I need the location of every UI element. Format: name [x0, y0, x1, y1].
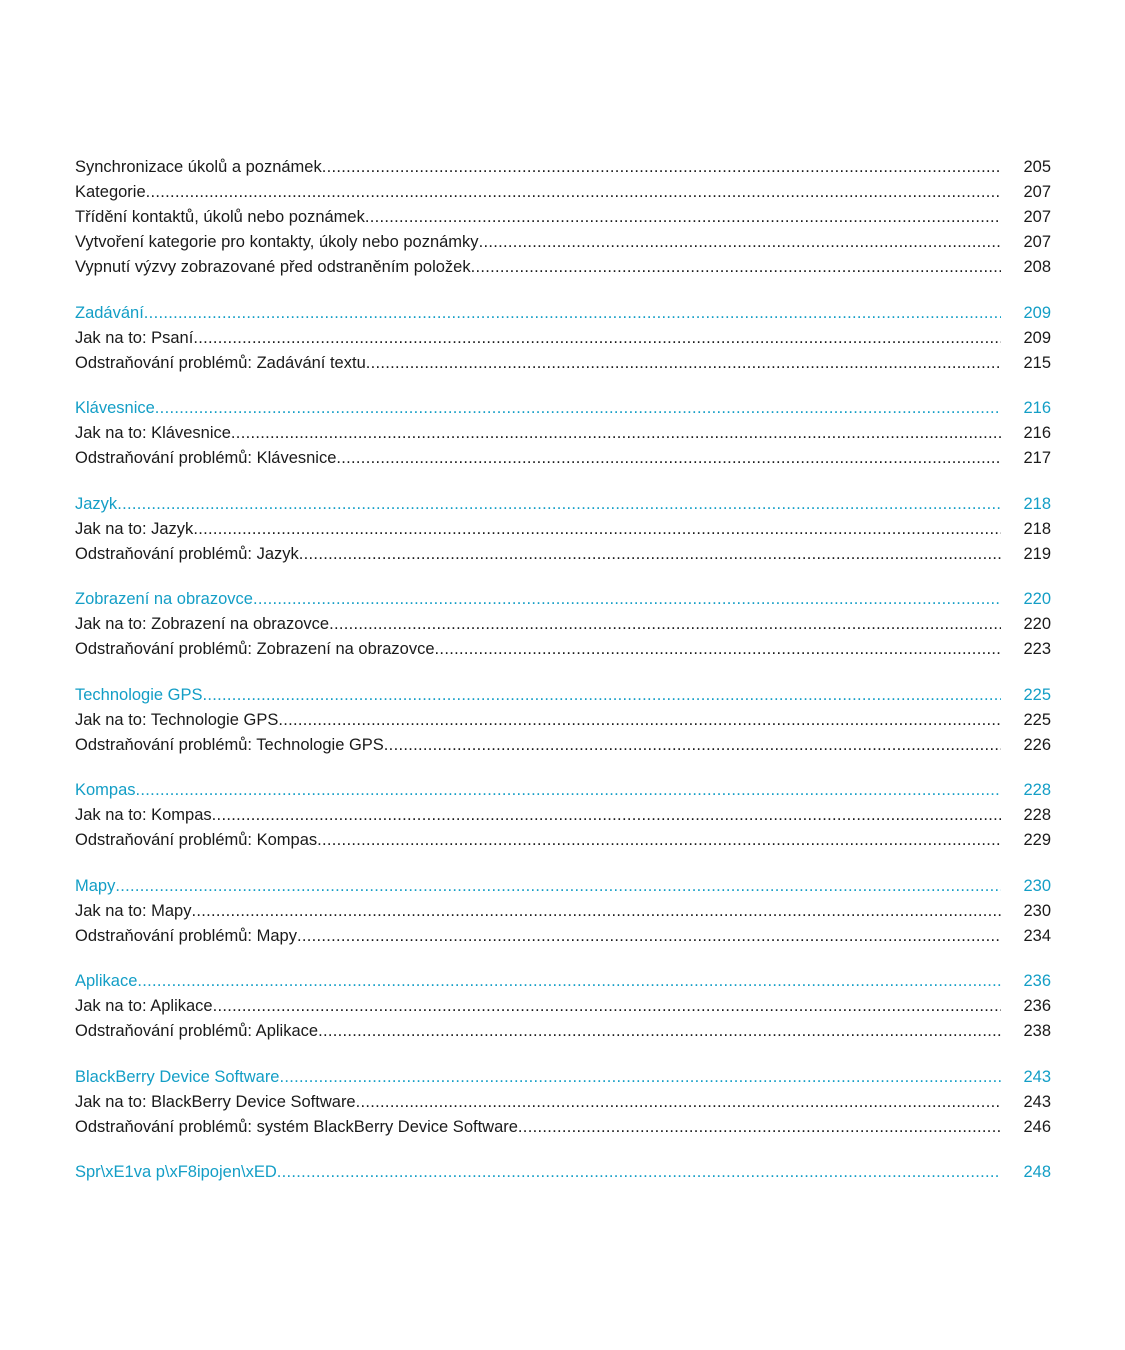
toc-entry-title: Odstraňování problémů: systém BlackBerry Device Software — [75, 1117, 518, 1136]
toc-entry-title: Jak na to: Aplikace — [75, 997, 213, 1015]
dot-leader — [384, 733, 1001, 758]
toc-page-number: 238 — [1023, 1022, 1051, 1040]
toc-section — [75, 683, 1051, 758]
toc-page-number: 243 — [1023, 1067, 1051, 1086]
toc-chapter-link[interactable] — [75, 1160, 1051, 1185]
toc-entry-title: Odstraňování problémů: Klávesnice — [75, 449, 337, 467]
toc-entry-link[interactable] — [75, 899, 1051, 924]
toc-page-number: 220 — [1023, 615, 1051, 633]
toc-entry-title: Odstraňování problémů: Jazyk — [75, 544, 299, 563]
toc-entry-title: Jak na to: BlackBerry Device Software — [75, 1092, 356, 1111]
dot-leader — [278, 708, 1001, 733]
dot-leader — [144, 301, 1001, 326]
toc-page-number: 209 — [1023, 303, 1051, 322]
toc-entry-link[interactable] — [75, 1019, 1051, 1044]
dot-leader — [115, 874, 1001, 899]
toc-chapter-link[interactable] — [75, 301, 1051, 326]
toc-entry-title: Klávesnice — [75, 399, 155, 417]
toc-entry-link[interactable] — [75, 255, 1051, 280]
dot-leader — [191, 899, 1001, 924]
toc-entry-title: Jazyk — [75, 494, 118, 513]
toc-chapter-link[interactable] — [75, 874, 1051, 899]
toc-page-number: 220 — [1023, 590, 1051, 608]
toc-entry-title: Jak na to: Zobrazení na obrazovce — [75, 615, 330, 633]
toc-chapter-link[interactable] — [75, 1065, 1051, 1090]
dot-leader — [322, 155, 1001, 180]
toc-section — [75, 396, 1051, 471]
toc-entry-title: Jak na to: Technologie GPS — [75, 710, 279, 729]
toc-entry-link[interactable] — [75, 446, 1051, 471]
toc-page-number: 230 — [1023, 901, 1051, 920]
toc-entry-link[interactable] — [75, 733, 1051, 758]
toc-entry-title: Jak na to: Mapy — [75, 901, 192, 920]
toc-entry-title: BlackBerry Device Software — [75, 1067, 280, 1086]
toc-page-number: 217 — [1023, 449, 1051, 467]
toc-chapter-link[interactable] — [75, 587, 1051, 612]
dot-leader — [329, 612, 1001, 637]
toc-page-number: 223 — [1023, 640, 1051, 658]
toc-entry-title: Kompas — [75, 781, 136, 799]
dot-leader — [213, 994, 1001, 1019]
dot-leader — [318, 1019, 1001, 1044]
dot-leader — [155, 396, 1001, 421]
dot-leader — [356, 1090, 1001, 1115]
toc-page-number: 216 — [1023, 424, 1051, 442]
toc-entry-title: Mapy — [75, 876, 116, 895]
toc-page-number: 226 — [1023, 735, 1051, 754]
toc-page-number: 246 — [1023, 1117, 1051, 1136]
toc-entry-title: Odstraňování problémů: Zobrazení na obrazovce — [75, 640, 435, 658]
toc-section — [75, 778, 1051, 853]
toc-entry-title: Jak na to: Klávesnice — [75, 424, 231, 442]
toc-page-number: 216 — [1023, 399, 1051, 417]
toc-entry-link[interactable] — [75, 351, 1051, 376]
toc-page-number: 234 — [1023, 926, 1051, 945]
toc-entry-title: Synchronizace úkolů a poznámek — [75, 158, 322, 176]
toc-entry-link[interactable] — [75, 994, 1051, 1019]
dot-leader — [253, 587, 1001, 612]
toc-page-number: 215 — [1023, 353, 1051, 372]
dot-leader — [471, 255, 1001, 280]
toc-entry-link[interactable] — [75, 1115, 1051, 1140]
toc-entry-link[interactable] — [75, 637, 1051, 662]
toc-page-number: 243 — [1023, 1092, 1051, 1111]
toc-entry-link[interactable] — [75, 924, 1051, 949]
dot-leader — [193, 326, 1001, 351]
toc-entry-link[interactable] — [75, 326, 1051, 351]
toc-page-number: 207 — [1023, 233, 1051, 251]
toc-chapter-link[interactable] — [75, 492, 1051, 517]
dot-leader — [317, 828, 1001, 853]
dot-leader — [117, 492, 1001, 517]
toc-page-number: 236 — [1023, 972, 1051, 990]
toc-entry-link[interactable] — [75, 612, 1051, 637]
toc-entry-link[interactable] — [75, 542, 1051, 567]
toc-page-number: 236 — [1023, 997, 1051, 1015]
dot-leader — [146, 180, 1001, 205]
dot-leader — [479, 230, 1001, 255]
dot-leader — [212, 803, 1001, 828]
table-of-contents — [75, 155, 1051, 1206]
toc-page-number: 218 — [1023, 494, 1051, 513]
toc-entry-title: Kategorie — [75, 183, 146, 201]
toc-entry-title: Aplikace — [75, 972, 138, 990]
dot-leader — [277, 1160, 1001, 1185]
toc-page-number: 205 — [1023, 158, 1051, 176]
toc-section — [75, 587, 1051, 662]
toc-entry-title: Jak na to: Jazyk — [75, 519, 194, 538]
toc-entry-title: Odstraňování problémů: Aplikace — [75, 1022, 319, 1040]
toc-entry-title: Technologie GPS — [75, 685, 203, 704]
toc-entry-title: Jak na to: Kompas — [75, 806, 212, 824]
dot-leader — [365, 205, 1001, 230]
toc-page-number: 209 — [1023, 328, 1051, 347]
toc-section — [75, 1065, 1051, 1140]
toc-page-number: 218 — [1023, 519, 1051, 538]
toc-entry-title: Zadávání — [75, 303, 144, 322]
dot-leader — [203, 683, 1002, 708]
toc-section — [75, 969, 1051, 1044]
toc-section — [75, 492, 1051, 567]
dot-leader — [193, 517, 1001, 542]
toc-chapter-link[interactable] — [75, 969, 1051, 994]
toc-page-number: 208 — [1023, 258, 1051, 276]
dot-leader — [366, 351, 1001, 376]
toc-entry-title: Vypnutí výzvy zobrazované před odstraněním položek — [75, 258, 471, 276]
toc-entry-link[interactable] — [75, 205, 1051, 230]
dot-leader — [435, 637, 1001, 662]
toc-entry-title: Odstraňování problémů: Zadávání textu — [75, 353, 366, 372]
toc-chapter-link[interactable] — [75, 396, 1051, 421]
toc-page-number: 229 — [1023, 831, 1051, 849]
toc-section — [75, 301, 1051, 376]
dot-leader — [299, 542, 1001, 567]
toc-page-number: 230 — [1023, 876, 1051, 895]
toc-entry-title: Vytvoření kategorie pro kontakty, úkoly nebo poznámky — [75, 233, 479, 251]
toc-entry-link[interactable] — [75, 1090, 1051, 1115]
toc-entry-link[interactable] — [75, 708, 1051, 733]
toc-page-number: 225 — [1023, 710, 1051, 729]
toc-entry-title: Jak na to: Psaní — [75, 328, 194, 347]
toc-entry-link[interactable] — [75, 803, 1051, 828]
toc-entry-link[interactable] — [75, 828, 1051, 853]
toc-page-number: 207 — [1023, 208, 1051, 226]
toc-page-number: 228 — [1023, 806, 1051, 824]
toc-page-number: 248 — [1023, 1163, 1051, 1181]
toc-entry-title: Spr\xE1va p\xF8ipojen\xED — [75, 1163, 277, 1181]
toc-page-number: 228 — [1023, 781, 1051, 799]
toc-entry-link[interactable] — [75, 230, 1051, 255]
toc-chapter-link[interactable] — [75, 683, 1051, 708]
dot-leader — [280, 1065, 1002, 1090]
dot-leader — [297, 924, 1001, 949]
toc-entry-title: Zobrazení na obrazovce — [75, 590, 253, 608]
toc-page-number: 207 — [1023, 183, 1051, 201]
toc-entry-link[interactable] — [75, 155, 1051, 180]
toc-entry-title: Odstraňování problémů: Mapy — [75, 926, 297, 945]
dot-leader — [336, 446, 1001, 471]
toc-entry-link[interactable] — [75, 180, 1051, 205]
toc-chapter-link[interactable] — [75, 778, 1051, 803]
toc-page-number: 219 — [1023, 544, 1051, 563]
toc-section — [75, 1160, 1051, 1185]
toc-entry-link[interactable] — [75, 421, 1051, 446]
dot-leader — [231, 421, 1001, 446]
toc-section — [75, 874, 1051, 949]
toc-entry-title: Odstraňování problémů: Technologie GPS — [75, 735, 384, 754]
dot-leader — [137, 969, 1001, 994]
toc-entry-title: Odstraňování problémů: Kompas — [75, 831, 318, 849]
toc-section — [75, 155, 1051, 280]
toc-page-number: 225 — [1023, 685, 1051, 704]
dot-leader — [518, 1115, 1001, 1140]
dot-leader — [136, 778, 1001, 803]
toc-entry-title: Třídění kontaktů, úkolů nebo poznámek — [75, 208, 365, 226]
toc-entry-link[interactable] — [75, 517, 1051, 542]
